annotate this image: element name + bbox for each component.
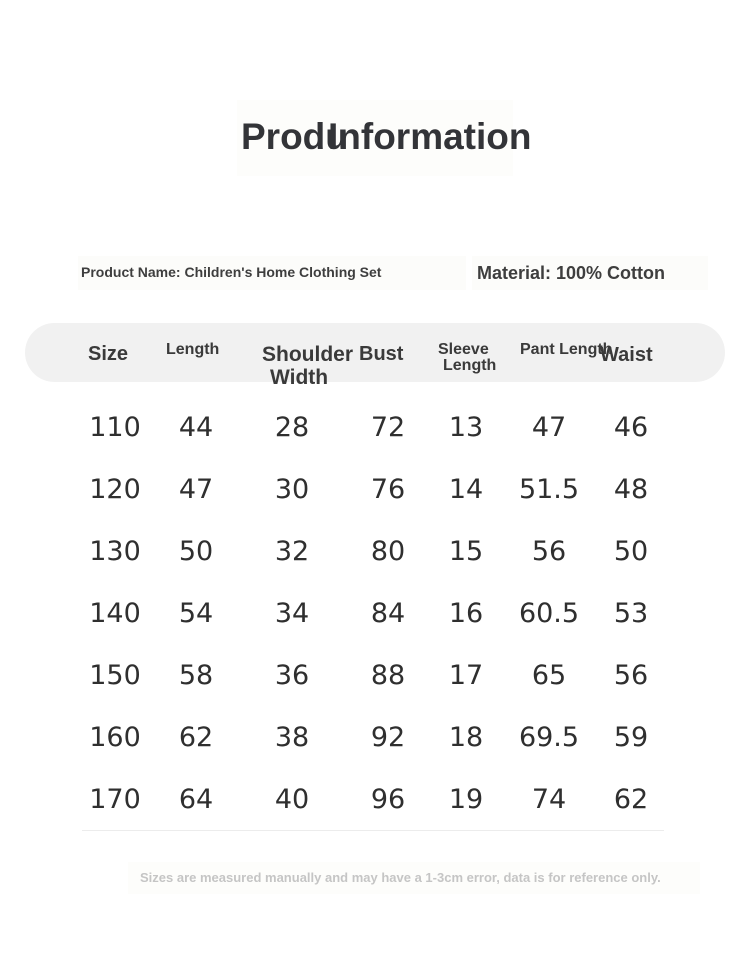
- material-label: Material: 100% Cotton: [472, 256, 708, 290]
- table-cell: 59: [613, 722, 649, 753]
- table-cell: 56: [531, 536, 567, 567]
- table-cell: 62: [178, 722, 214, 753]
- table-cell: 84: [370, 598, 406, 629]
- table-row: [0, 470, 750, 510]
- product-name-label: Product Name: Children's Home Clothing Set: [78, 256, 466, 290]
- table-cell: 80: [370, 536, 406, 567]
- table-cell: 13: [448, 412, 484, 443]
- measurement-disclaimer: Sizes are measured manually and may have a 1-3cm error, data is for reference only.: [140, 870, 661, 885]
- header-length: Length: [166, 341, 220, 358]
- header-sleeve-line-2: Length: [443, 357, 497, 374]
- table-cell: 51.5: [518, 474, 580, 505]
- header-sleeve-length: [438, 342, 496, 374]
- table-cell: 58: [178, 660, 214, 691]
- table-cell: 36: [274, 660, 310, 691]
- table-cell: 69.5: [518, 722, 580, 753]
- table-cell: 62: [613, 784, 649, 815]
- table-cell: 38: [274, 722, 310, 753]
- table-cell: 32: [274, 536, 310, 567]
- table-cell: 110: [89, 412, 141, 443]
- table-cell: 30: [274, 474, 310, 505]
- table-cell: 18: [448, 722, 484, 753]
- header-pant-length: Pant Length: [520, 341, 613, 358]
- header-waist: Waist: [600, 344, 653, 366]
- table-cell: 28: [274, 412, 310, 443]
- table-cell: 74: [531, 784, 567, 815]
- table-row: [0, 718, 750, 758]
- table-cell: 47: [178, 474, 214, 505]
- table-cell: 88: [370, 660, 406, 691]
- table-cell: 50: [178, 536, 214, 567]
- table-cell: 72: [370, 412, 406, 443]
- table-row: [0, 532, 750, 572]
- table-cell: 17: [448, 660, 484, 691]
- table-cell: 54: [178, 598, 214, 629]
- header-size: Size: [88, 343, 129, 365]
- table-row: [0, 408, 750, 448]
- table-cell: 150: [89, 660, 141, 691]
- table-cell: 120: [89, 474, 141, 505]
- table-cell: 56: [613, 660, 649, 691]
- header-sleeve-line-1: Sleeve: [438, 341, 489, 358]
- table-cell: 40: [274, 784, 310, 815]
- header-bust: Bust: [359, 343, 404, 365]
- table-cell: 76: [370, 474, 406, 505]
- table-cell: 34: [274, 598, 310, 629]
- table-cell: 96: [370, 784, 406, 815]
- page-title-part-2: Information: [328, 116, 532, 157]
- header-shoulder-width: [262, 343, 353, 389]
- table-cell: 130: [89, 536, 141, 567]
- table-cell: 48: [613, 474, 649, 505]
- table-cell: 19: [448, 784, 484, 815]
- header-shoulder-line-1: Shoulder: [262, 343, 354, 366]
- table-cell: 47: [531, 412, 567, 443]
- table-cell: 140: [89, 598, 141, 629]
- page-title-part-1: Produ: [241, 116, 348, 157]
- table-cell: 53: [613, 598, 649, 629]
- table-cell: 15: [448, 536, 484, 567]
- table-cell: 170: [89, 784, 141, 815]
- table-cell: 46: [613, 412, 649, 443]
- table-row: [0, 656, 750, 696]
- table-cell: 160: [89, 722, 141, 753]
- table-cell: 50: [613, 536, 649, 567]
- table-cell: 92: [370, 722, 406, 753]
- table-bottom-divider: [82, 830, 664, 831]
- table-row: [0, 594, 750, 634]
- header-shoulder-line-2: Width: [270, 366, 329, 389]
- table-cell: 16: [448, 598, 484, 629]
- table-row: [0, 780, 750, 820]
- table-cell: 64: [178, 784, 214, 815]
- table-cell: 14: [448, 474, 484, 505]
- table-cell: 44: [178, 412, 214, 443]
- table-cell: 65: [531, 660, 567, 691]
- table-cell: 60.5: [518, 598, 580, 629]
